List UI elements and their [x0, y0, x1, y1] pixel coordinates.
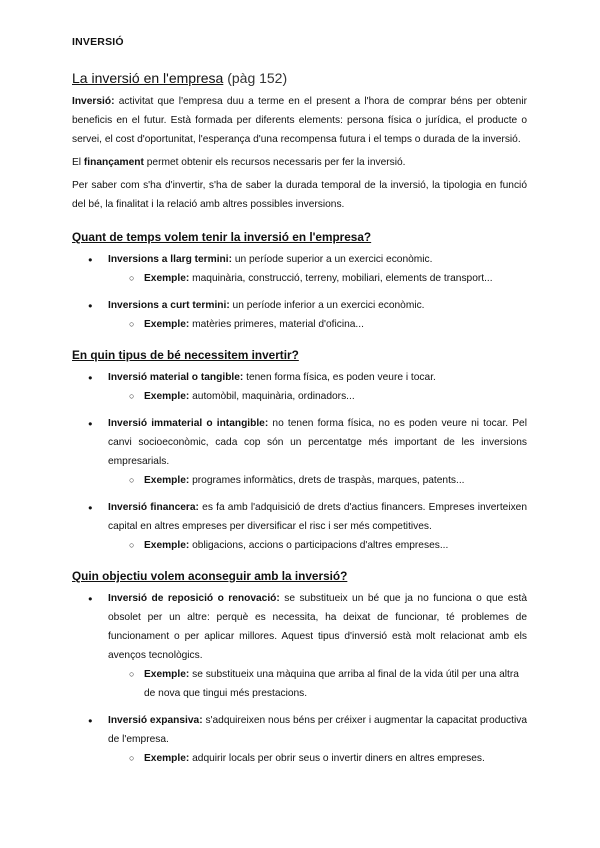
list-item	[72, 414, 527, 471]
question-heading-duration: Quant de temps volem tenir la inversió en l'empresa?	[72, 230, 372, 244]
example-text: adquirir locals per obrir seus o invertir diners en altres empreses.	[189, 753, 485, 764]
example-text: programes informàtics, drets de traspàs, marques, patents...	[189, 475, 465, 486]
item-term: Inversions a curt termini:	[108, 300, 230, 311]
example-label: Exemple:	[144, 475, 190, 486]
example-item	[72, 471, 527, 490]
duration-list	[72, 250, 527, 334]
item-term: Inversió de reposició o renovació:	[108, 593, 280, 604]
list-item	[72, 711, 527, 749]
asset-type-list	[72, 368, 527, 555]
example-item	[72, 315, 527, 334]
financing-paragraph	[72, 153, 527, 172]
list-item	[72, 498, 527, 536]
definition-term: Inversió:	[72, 96, 115, 107]
question-heading-objective: Quin objectiu volem aconseguir amb la inversió?	[72, 569, 348, 583]
item-term: Inversió expansiva:	[108, 715, 203, 726]
item-text: s'adquireixen nous béns per créixer i augmentar la capacitat productiva de l'empresa.	[108, 715, 527, 745]
example-label: Exemple:	[144, 319, 190, 330]
item-text: un període superior a un exercici econòmic.	[232, 254, 433, 265]
item-text: no tenen forma física, no es poden veure ni tocar. Pel canvi socioeconòmic, cada cop són un percentatge més important de les inversions empresarials.	[108, 418, 527, 467]
section-title-text: La inversió en l'empresa	[72, 70, 224, 86]
example-text: maquinària, construcció, terreny, mobiliari, elements de transport...	[189, 273, 493, 284]
example-label: Exemple:	[144, 669, 190, 680]
section-title	[72, 70, 287, 86]
financing-text: permet obtenir els recursos necessaris per fer la inversió.	[143, 157, 406, 168]
list-item	[72, 296, 527, 315]
example-label: Exemple:	[144, 540, 190, 551]
example-item	[72, 665, 527, 703]
example-text: obligacions, accions o participacions d'altres empreses...	[189, 540, 449, 551]
page-reference: (pàg 152)	[227, 70, 288, 86]
example-item	[72, 387, 527, 406]
item-term: Inversió material o tangible:	[108, 372, 244, 383]
question-heading-asset-type: En quin tipus de bé necessitem invertir?	[72, 348, 299, 362]
example-item	[72, 749, 527, 768]
example-item	[72, 536, 527, 555]
item-term: Inversió immaterial o intangible:	[108, 418, 269, 429]
definition-text: activitat que l'empresa duu a terme en el present a l'hora de comprar béns per obtenir beneficis en el futur. Està formada per diferents elements: persona física o jurídica, el producte o servei, el cost d'oportunitat, l'esperança d'una recompensa futura i el temps o durada de la inversió.	[72, 96, 527, 145]
list-item	[72, 589, 527, 665]
item-term: Inversió financera:	[108, 502, 199, 513]
example-label: Exemple:	[144, 391, 190, 402]
example-text: se substitueix una màquina que arriba al final de la vida útil per una altra de nova que tingui més prestacions.	[144, 669, 519, 699]
objective-list	[72, 589, 527, 768]
item-text: un període inferior a un exercici econòmic.	[229, 300, 425, 311]
list-item	[72, 368, 527, 387]
financing-pre: El	[72, 157, 84, 168]
item-text: tenen forma física, es poden veure i tocar.	[243, 372, 436, 383]
example-item	[72, 269, 527, 288]
document-body	[72, 92, 527, 776]
example-text: automòbil, maquinària, ordinadors...	[189, 391, 355, 402]
definition-paragraph	[72, 92, 527, 149]
example-label: Exemple:	[144, 753, 190, 764]
item-text: es fa amb l'adquisició de drets d'actius financers. Empreses inverteixen capital en altres empreses per diversificar el risc i ser més competitives.	[108, 502, 528, 532]
list-item	[72, 250, 527, 269]
criteria-paragraph: Per saber com s'ha d'invertir, s'ha de saber la durada temporal de la inversió, la tipologia en funció del bé, la finalitat i la relació amb altres possibles inversions.	[72, 180, 527, 210]
example-text: matèries primeres, material d'oficina...	[189, 319, 364, 330]
document-title: INVERSIÓ	[72, 36, 124, 48]
item-term: Inversions a llarg termini:	[108, 254, 232, 265]
financing-term: finançament	[83, 157, 144, 168]
example-label: Exemple:	[144, 273, 190, 284]
item-text: se substitueix un bé que ja no funciona o que està obsolet per un altre: perquè es necessita, ha deixat de funcionar, té problemes de funcionament o per aplicar millores. Aquest tipus d'inversió està molt relacionat amb els avenços tecnològics.	[108, 593, 527, 661]
